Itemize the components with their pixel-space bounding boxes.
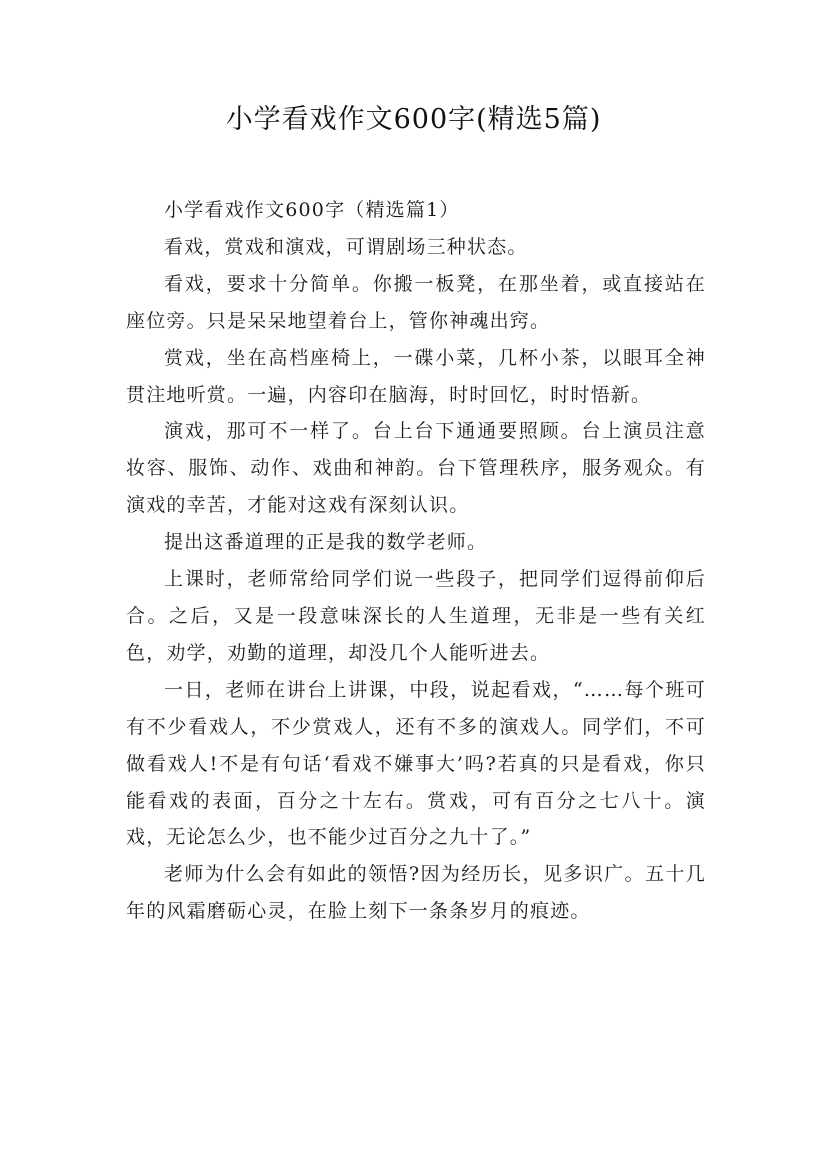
paragraph: 老师为什么会有如此的领悟?因为经历长，见多识广。五十几年的风霜磨砺心灵，在脸上刻下一条条岁月的痕迹。 (126, 863, 706, 923)
paragraph: 上课时，老师常给同学们说一些段子，把同学们逗得前仰后合。之后，又是一段意味深长的人生道理，无非是一些有关红色，劝学，劝勤的道理，却没几个人能听进去。 (126, 568, 706, 664)
document-body (126, 192, 706, 930)
paragraph: 演戏，那可不一样了。台上台下通通要照顾。台上演员注意妆容、服饰、动作、戏曲和神韵。台下管理秩序，服务观众。有演戏的幸苦，才能对这戏有深刻认识。 (126, 420, 706, 517)
paragraph: 提出这番道理的正是我的数学老师。 (164, 531, 488, 554)
paragraph: 看戏，赏戏和演戏，可谓剧场三种状态。 (164, 235, 528, 258)
paragraph: 赏戏，坐在高档座椅上，一碟小菜，几杯小茶，以眼耳全神贯注地听赏。一遍，内容印在脑海，时时回忆，时时悟新。 (126, 346, 706, 406)
document-title: 小学看戏作文600字(精选5篇) (225, 104, 602, 135)
paragraph: 看戏，要求十分简单。你搬一板凳，在那坐着，或直接站在座位旁。只是呆呆地望着台上，管你神魂出窍。 (126, 272, 706, 332)
section-heading: 小学看戏作文600字（精选篇1） (164, 199, 460, 221)
paragraph: 一日，老师在讲台上讲课，中段，说起看戏，“……每个班可有不少看戏人，不少赏戏人，还有不多的演戏人。同学们，不可做看戏人!不是有句话‘看戏不嫌事大’吗?若真的只是看戏，你只能看戏的表面，百分之十左右。赏戏，可有百分之七八十。演戏，无论怎么少，也不能少过百分之九十了。” (126, 678, 706, 849)
